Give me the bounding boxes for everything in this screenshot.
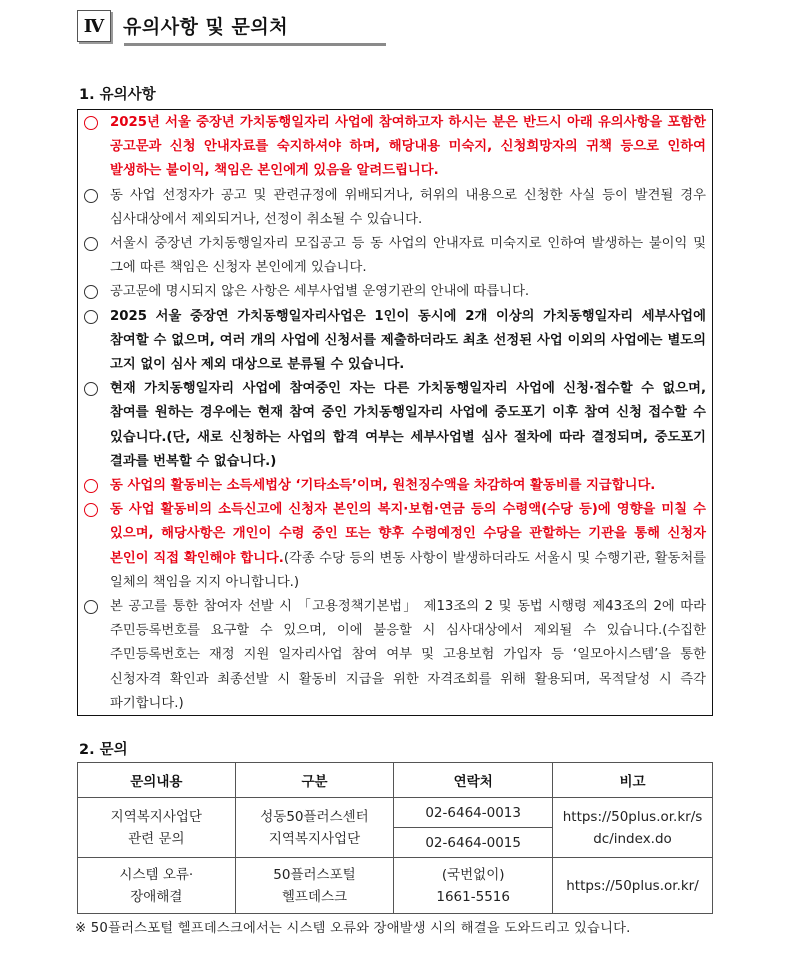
- notice-item: [84, 474, 706, 498]
- cell-line: 지역복지사업단: [268, 830, 361, 847]
- column-header-category: 구분: [235, 763, 394, 798]
- notice-text: 2025 서울 중장연 가치동행일자리사업은 1인이 동시에 2개 이상의 가치동행일자리 세부사업에 참여할 수 없으며, 여러 개의 사업에 신청서를 제출하더라도 최초 선정된 사업 이외의 사업에는 별도의 고지 없이 심사 제외 대상으로 분류될 수 있습니다.: [110, 308, 706, 373]
- cell-line: 시스템 오류·: [119, 866, 194, 883]
- notice-item: [84, 280, 706, 304]
- cell-line: dc/index.do: [593, 830, 672, 847]
- circle-bullet-icon: [84, 116, 98, 130]
- cell-contact: [394, 858, 553, 914]
- cell-contact: 02-6464-0015: [394, 828, 553, 858]
- notice-item: [84, 595, 706, 716]
- column-header-contact: 연락처: [394, 763, 553, 798]
- cell-category: [235, 798, 394, 858]
- notice-text: 공고문에 명시되지 않은 사항은 세부사업별 운영기관의 안내에 따릅니다.: [110, 284, 530, 300]
- cell-category: [235, 858, 394, 914]
- cell-line: https://50plus.or.kr/s: [562, 808, 703, 825]
- cell-note-link[interactable]: https://50plus.or.kr/: [553, 858, 713, 914]
- chapter-title: 유의사항 및 문의처: [123, 16, 289, 38]
- circle-bullet-icon: [84, 479, 98, 493]
- notice-box: [77, 109, 713, 716]
- notice-text: 2025년 서울 중장년 가치동행일자리 사업에 참여하고자 하시는 분은 반드시 아래 유의사항을 포함한 공고문과 신청 안내자료를 숙지하셔야 하며, 해당내용 미숙지, 신청희망자의 귀책 등으로 인하여 발생하는 불이익, 책임은 본인에게 있음을 알려드립니다.: [110, 115, 706, 179]
- notice-text: 서울시 중장년 가치동행일자리 모집공고 등 동 사업의 안내자료 미숙지로 인하여 발생하는 불이익 및 그에 따른 책임은 신청자 본인에게 있습니다.: [110, 236, 706, 276]
- column-header-inquiry: 문의내용: [78, 763, 236, 798]
- section-heading-notices: 1. 유의사항: [79, 87, 156, 103]
- notice-text-emphasis: 동 사업 활동비의 소득신고에 신청자 본인의 복지·보험·연금 등의 수령액(수당 등)에 영향을 미칠 수 있으며, 해당사항은 개인이 수령 중인 또는 향후 수령예정인 수당을 관할하는 기관을 통해 신청자 본인이 직접 확인해야 합니다.: [110, 502, 706, 566]
- notice-item: [84, 184, 706, 232]
- notice-text: 현재 가치동행일자리 사업에 참여중인 자는 다른 가치동행일자리 사업에 신청·접수할 수 없으며, 참여를 원하는 경우에는 현재 참여 중인 가치동행일자리 사업에 중도포기 이후 참여 신청 접수할 수 있습니다.(단, 새로 신청하는 사업의 합격 여부는 세부사업별 심사 절차에 따라 결정되며, 중도포기 결과를 번복할 수 없습니다.): [110, 381, 706, 469]
- inquiry-table: [77, 762, 713, 914]
- cell-line: 1661-5516: [436, 888, 510, 905]
- circle-bullet-icon: [84, 503, 98, 517]
- chapter-header: [77, 10, 387, 44]
- circle-bullet-icon: [84, 382, 98, 396]
- circle-bullet-icon: [84, 237, 98, 251]
- cell-line: 관련 문의: [128, 830, 185, 847]
- notice-item: [84, 111, 706, 184]
- cell-inquiry: [78, 858, 236, 914]
- notice-text: 동 사업의 활동비는 소득세법상 ‘기타소득’이며, 원천징수액을 차감하여 활동비를 지급합니다.: [110, 478, 656, 494]
- circle-bullet-icon: [84, 285, 98, 299]
- circle-bullet-icon: [84, 310, 98, 324]
- cell-line: (국번없이): [441, 866, 505, 883]
- chapter-number-box: Ⅳ: [77, 10, 111, 42]
- notice-item: [84, 232, 706, 280]
- cell-line: 장애해결: [130, 888, 183, 905]
- table-header-row: [78, 763, 713, 798]
- cell-note-link[interactable]: [553, 798, 713, 858]
- notice-item: [84, 377, 706, 474]
- cell-line: 성동50플러스센터: [260, 808, 369, 825]
- footnote: ※ 50플러스포털 헬프데스크에서는 시스템 오류와 장애발생 시의 해결을 도와드리고 있습니다.: [75, 921, 631, 936]
- chapter-underline: [124, 43, 386, 46]
- cell-line: 지역복지사업단: [110, 808, 202, 825]
- cell-inquiry: [78, 798, 236, 858]
- section-heading-inquiry: 2. 문의: [79, 742, 128, 758]
- notice-text: 동 사업 선정자가 공고 및 관련규정에 위배되거나, 허위의 내용으로 신청한 사실 등이 발견될 경우 심사대상에서 제외되거나, 선정이 취소될 수 있습니다.: [110, 187, 706, 227]
- cell-line: 50플러스포털: [273, 866, 356, 883]
- table-row: [78, 798, 713, 828]
- cell-contact: 02-6464-0013: [394, 798, 553, 828]
- notice-text: 본 공고를 통한 참여자 선발 시 「고용정책기본법」 제13조의 2 및 동법 시행령 제43조의 2에 따라 주민등록번호를 요구할 수 있으며, 이에 불응할 시 심사대상에서 제외될 수 있습니다.(수집한 주민등록번호는 재정 지원 일자리사업 참여 여부 및 고용보험 가입자 등 ‘일모아시스템’을 통한 신청자격 확인과 최종선발 시 활동비 지급을 위한 자격조회를 위해 활용되며, 목적달성 시 즉각 파기합니다.): [110, 599, 706, 711]
- column-header-note: 비고: [553, 763, 713, 798]
- cell-line: 헬프데스크: [281, 888, 348, 905]
- notice-text-note: (각종 수당 등의 변동 사항이 발생하더라도 서울시 및 수행기관, 활동처를 일체의 책임을 지지 아니합니다.): [110, 550, 707, 590]
- circle-bullet-icon: [84, 189, 98, 203]
- notice-item: [84, 498, 706, 595]
- notice-item: [84, 305, 706, 378]
- circle-bullet-icon: [84, 600, 98, 614]
- table-row: [78, 858, 713, 914]
